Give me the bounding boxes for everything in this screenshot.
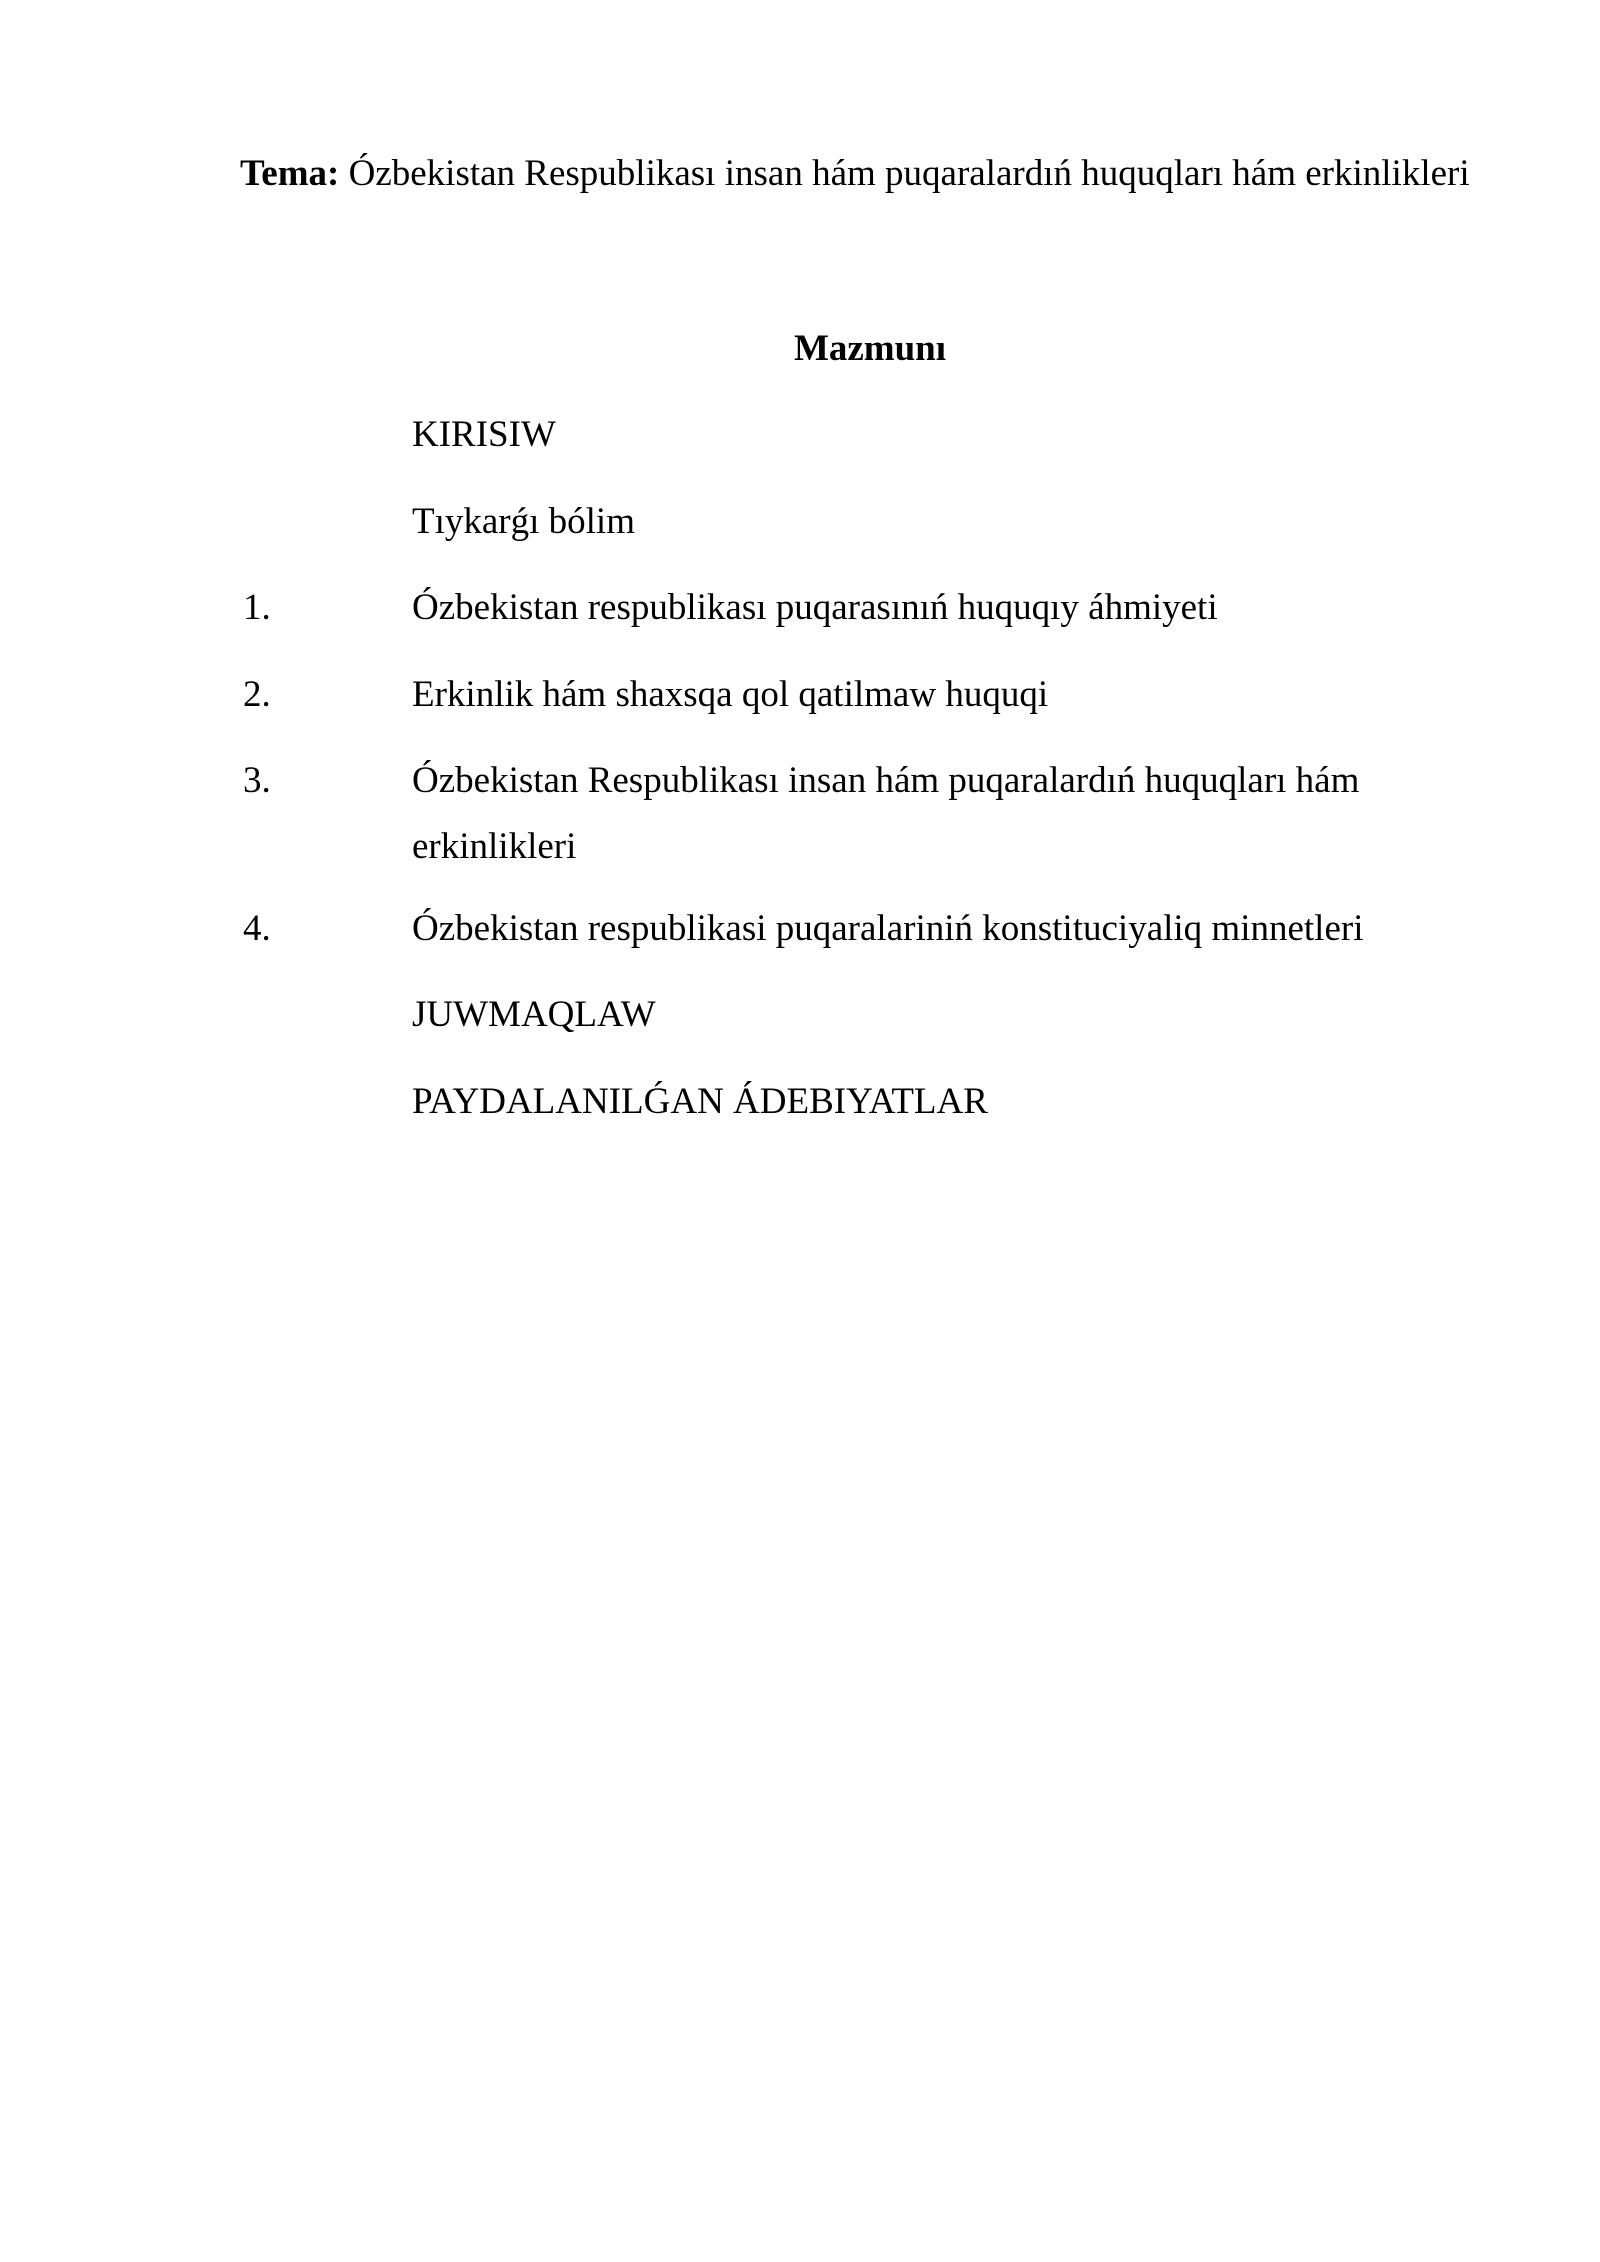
toc-entry-text: PAYDALANILǴAN ÁDEBIYATLAR: [412, 1081, 988, 1122]
toc-entry-number: 1.: [243, 587, 271, 628]
title-text: Ózbekistan Respublikası insan hám puqaralardıń huquqları hám erkinlikleri: [339, 153, 1470, 194]
toc-entry-text: Ózbekistan respublikası puqarasınıń huquqıy áhmiyeti: [412, 587, 1218, 628]
toc-entry-text: Tıykarǵı bólim: [412, 501, 635, 542]
toc-entry-text: Ózbekistan Respublikası insan hám puqaralardıń huquqları hám erkinlikleri: [412, 760, 1360, 867]
toc-entry-number: 3.: [243, 760, 271, 801]
toc-entry-text: Erkinlik hám shaxsqa qol qatilmaw huquqi: [412, 674, 1049, 715]
toc-entry-text: Ózbekistan respublikasi puqaralariniń konstituciyaliq minnetleri: [412, 908, 1364, 949]
title-label: Tema:: [240, 153, 340, 194]
toc-entry-text: JUWMAQLAW: [412, 994, 656, 1035]
document-title: [240, 148, 1470, 200]
toc-entry-number: 2.: [243, 674, 271, 715]
toc-entry-text: KIRISIW: [412, 414, 556, 455]
toc-entry-number: 4.: [243, 908, 271, 949]
toc-heading: Mazmunı: [793, 328, 947, 369]
